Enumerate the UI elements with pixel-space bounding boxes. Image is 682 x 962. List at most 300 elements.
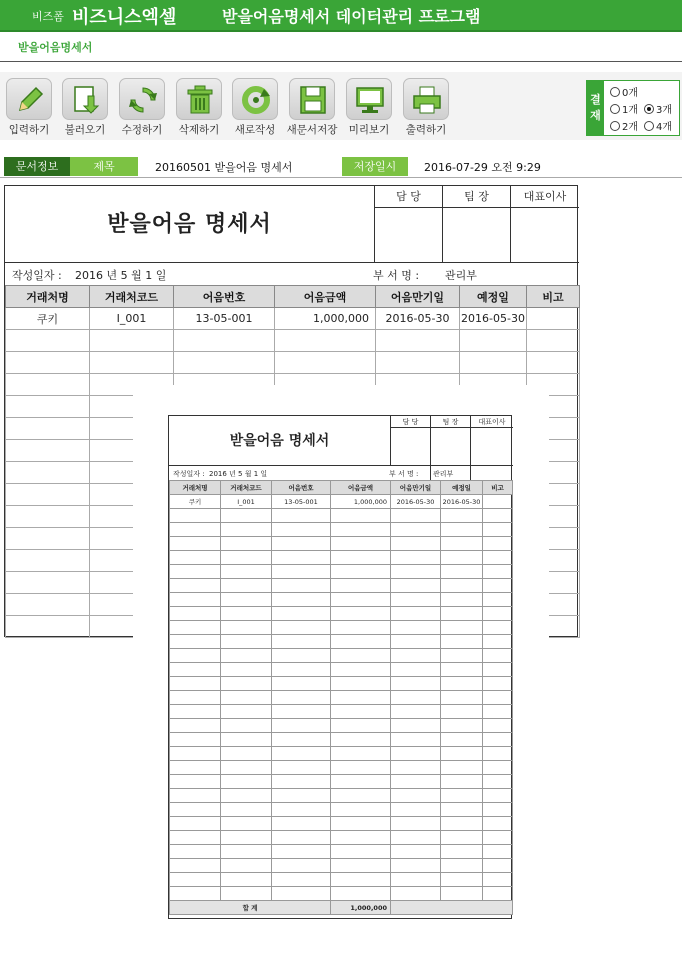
table-cell[interactable] — [272, 607, 331, 621]
table-cell[interactable]: 쿠키 — [170, 495, 221, 509]
table-cell[interactable] — [6, 396, 90, 418]
table-cell[interactable] — [221, 677, 272, 691]
date-value[interactable]: 2016 년 5 월 1 일 — [75, 269, 167, 282]
table-cell[interactable] — [221, 803, 272, 817]
table-cell[interactable] — [170, 621, 221, 635]
table-cell[interactable] — [170, 719, 221, 733]
total-value: 1,000,000 — [331, 901, 391, 915]
table-cell[interactable] — [483, 635, 513, 649]
table-row[interactable] — [170, 663, 513, 677]
table-cell[interactable] — [331, 691, 391, 705]
table-cell[interactable] — [483, 817, 513, 831]
approval-option-2[interactable] — [610, 118, 638, 133]
approval-option-0[interactable] — [610, 84, 638, 99]
table-cell[interactable] — [170, 607, 221, 621]
table-cell[interactable] — [391, 551, 441, 565]
load-button[interactable] — [56, 78, 114, 137]
table-cell[interactable] — [221, 509, 272, 523]
table-row[interactable] — [170, 495, 513, 509]
table-cell[interactable] — [483, 775, 513, 789]
table-cell[interactable] — [331, 663, 391, 677]
table-row[interactable] — [170, 775, 513, 789]
table-cell[interactable] — [221, 607, 272, 621]
table-cell[interactable] — [441, 579, 483, 593]
table-cell[interactable] — [331, 635, 391, 649]
table-cell[interactable] — [272, 789, 331, 803]
table-cell[interactable] — [483, 845, 513, 859]
delete-button[interactable] — [170, 78, 228, 137]
table-cell[interactable] — [331, 817, 391, 831]
table-cell[interactable] — [483, 803, 513, 817]
table-row[interactable] — [170, 537, 513, 551]
table-cell[interactable] — [441, 887, 483, 901]
table-cell[interactable]: I_001 — [90, 308, 174, 330]
table-row[interactable] — [170, 817, 513, 831]
table-cell[interactable]: 2016-05-30 — [441, 495, 483, 509]
table-cell[interactable] — [272, 873, 331, 887]
table-cell[interactable]: 13-05-001 — [272, 495, 331, 509]
table-cell[interactable] — [483, 663, 513, 677]
table-cell[interactable] — [441, 649, 483, 663]
table-cell[interactable] — [272, 537, 331, 551]
radio-icon — [610, 121, 620, 131]
table-cell[interactable] — [441, 565, 483, 579]
table-cell[interactable] — [441, 761, 483, 775]
table-cell[interactable] — [6, 484, 90, 506]
table-cell[interactable] — [483, 859, 513, 873]
table-cell[interactable] — [221, 845, 272, 859]
table-cell[interactable] — [221, 733, 272, 747]
table-cell[interactable] — [331, 887, 391, 901]
table-cell[interactable] — [483, 719, 513, 733]
table-cell[interactable] — [170, 705, 221, 719]
table-cell[interactable] — [483, 495, 513, 509]
table-cell[interactable] — [441, 509, 483, 523]
table-cell[interactable] — [221, 593, 272, 607]
table-cell[interactable] — [441, 817, 483, 831]
table-cell[interactable] — [90, 352, 174, 374]
table-cell[interactable] — [272, 523, 331, 537]
table-cell[interactable] — [483, 691, 513, 705]
table-cell[interactable] — [170, 593, 221, 607]
table-cell[interactable] — [441, 719, 483, 733]
table-row[interactable] — [170, 523, 513, 537]
table-cell[interactable] — [483, 579, 513, 593]
table-cell[interactable] — [331, 775, 391, 789]
table-cell[interactable] — [331, 579, 391, 593]
table-cell[interactable] — [221, 831, 272, 845]
table-cell[interactable]: 1,000,000 — [331, 495, 391, 509]
table-cell[interactable] — [483, 677, 513, 691]
table-cell[interactable] — [6, 374, 90, 396]
table-cell[interactable] — [391, 747, 441, 761]
table-header-row — [6, 286, 580, 308]
table-cell[interactable] — [170, 803, 221, 817]
table-cell[interactable] — [391, 859, 441, 873]
table-cell[interactable] — [331, 803, 391, 817]
table-cell[interactable] — [272, 565, 331, 579]
table-cell[interactable] — [441, 845, 483, 859]
table-cell[interactable] — [441, 803, 483, 817]
table-cell[interactable] — [441, 621, 483, 635]
table-cell[interactable] — [483, 649, 513, 663]
table-cell[interactable] — [331, 705, 391, 719]
table-cell[interactable] — [6, 506, 90, 528]
table-cell[interactable] — [170, 733, 221, 747]
table-cell[interactable] — [272, 691, 331, 705]
table-cell[interactable] — [483, 747, 513, 761]
table-cell[interactable] — [376, 330, 460, 352]
table-cell[interactable] — [483, 509, 513, 523]
table-cell[interactable] — [441, 635, 483, 649]
table-cell[interactable]: 1,000,000 — [275, 308, 376, 330]
table-row[interactable] — [170, 649, 513, 663]
table-cell[interactable] — [441, 551, 483, 565]
table-cell[interactable] — [170, 761, 221, 775]
table-cell[interactable] — [6, 330, 90, 352]
table-cell[interactable] — [6, 418, 90, 440]
table-cell[interactable] — [6, 352, 90, 374]
table-cell[interactable] — [331, 565, 391, 579]
table-cell[interactable] — [170, 663, 221, 677]
table-cell[interactable] — [391, 523, 441, 537]
table-cell[interactable] — [6, 550, 90, 572]
table-cell[interactable] — [170, 831, 221, 845]
pencil-icon — [6, 78, 52, 120]
table-cell[interactable]: I_001 — [221, 495, 272, 509]
table-cell[interactable] — [391, 565, 441, 579]
table-cell[interactable] — [483, 537, 513, 551]
table-cell[interactable] — [483, 733, 513, 747]
table-cell[interactable] — [483, 607, 513, 621]
table-cell[interactable] — [441, 691, 483, 705]
table-cell[interactable] — [170, 551, 221, 565]
table-cell[interactable] — [391, 831, 441, 845]
table-cell[interactable] — [6, 594, 90, 616]
table-cell[interactable] — [221, 789, 272, 803]
input-button[interactable] — [0, 78, 58, 137]
table-cell[interactable]: 13-05-001 — [174, 308, 275, 330]
table-cell[interactable] — [441, 677, 483, 691]
table-cell[interactable] — [221, 565, 272, 579]
table-cell[interactable] — [272, 677, 331, 691]
table-cell[interactable] — [391, 789, 441, 803]
table-cell[interactable] — [221, 873, 272, 887]
table-cell[interactable] — [272, 635, 331, 649]
table-cell[interactable] — [331, 831, 391, 845]
table-cell[interactable] — [391, 607, 441, 621]
signer-box — [511, 186, 579, 263]
table-cell[interactable] — [272, 719, 331, 733]
table-cell[interactable] — [391, 817, 441, 831]
table-cell[interactable] — [170, 859, 221, 873]
table-cell[interactable] — [170, 537, 221, 551]
table-cell[interactable] — [6, 462, 90, 484]
table-cell[interactable] — [221, 761, 272, 775]
dept-value[interactable]: 관리부 — [445, 269, 477, 282]
table-cell[interactable] — [221, 859, 272, 873]
table-cell[interactable] — [170, 509, 221, 523]
table-cell[interactable] — [441, 607, 483, 621]
table-row[interactable] — [6, 308, 580, 330]
table-cell[interactable] — [441, 789, 483, 803]
table-cell[interactable] — [441, 831, 483, 845]
table-cell[interactable] — [272, 747, 331, 761]
table-cell[interactable] — [483, 593, 513, 607]
title-value[interactable]: 20160501 받을어음 명세서 — [155, 161, 293, 174]
table-cell[interactable] — [221, 747, 272, 761]
table-cell[interactable] — [391, 733, 441, 747]
table-cell[interactable] — [527, 330, 580, 352]
table-cell[interactable] — [391, 761, 441, 775]
table-cell[interactable] — [376, 352, 460, 374]
table-cell[interactable] — [527, 308, 580, 330]
approval-option-label: 2개 — [622, 122, 639, 133]
table-cell[interactable] — [170, 873, 221, 887]
table-cell[interactable] — [441, 775, 483, 789]
table-cell[interactable] — [174, 330, 275, 352]
table-cell[interactable] — [483, 551, 513, 565]
table-cell[interactable] — [272, 579, 331, 593]
table-cell[interactable] — [391, 677, 441, 691]
app-title: 받을어음명세서 데이터관리 프로그램 — [222, 7, 481, 26]
table-row[interactable] — [170, 565, 513, 579]
table-cell[interactable] — [331, 649, 391, 663]
table-cell[interactable] — [221, 817, 272, 831]
table-cell[interactable] — [174, 352, 275, 374]
table-row[interactable] — [170, 831, 513, 845]
table-cell[interactable] — [331, 677, 391, 691]
table-row[interactable] — [170, 607, 513, 621]
table-cell[interactable] — [221, 691, 272, 705]
table-cell[interactable] — [441, 873, 483, 887]
table-cell[interactable] — [391, 663, 441, 677]
table-row[interactable] — [170, 803, 513, 817]
table-cell[interactable] — [391, 691, 441, 705]
table-cell[interactable] — [221, 635, 272, 649]
table-cell[interactable] — [527, 352, 580, 374]
table-row[interactable] — [170, 509, 513, 523]
table-cell[interactable] — [441, 705, 483, 719]
table-cell[interactable] — [391, 803, 441, 817]
approval-option-4[interactable] — [644, 118, 672, 133]
table-cell[interactable] — [460, 330, 527, 352]
table-cell[interactable] — [221, 523, 272, 537]
table-cell[interactable] — [391, 621, 441, 635]
table-cell[interactable] — [170, 775, 221, 789]
table-cell[interactable] — [441, 523, 483, 537]
table-cell[interactable] — [391, 537, 441, 551]
table-cell[interactable] — [331, 845, 391, 859]
table-cell[interactable] — [331, 537, 391, 551]
table-cell[interactable] — [391, 649, 441, 663]
table-cell[interactable] — [391, 509, 441, 523]
table-cell[interactable] — [331, 733, 391, 747]
table-cell[interactable] — [272, 817, 331, 831]
table-cell[interactable] — [272, 859, 331, 873]
divider — [0, 61, 682, 62]
save-new-button[interactable] — [283, 78, 341, 137]
table-cell[interactable] — [170, 747, 221, 761]
table-cell[interactable] — [221, 705, 272, 719]
table-cell[interactable] — [460, 352, 527, 374]
signer-box — [443, 186, 511, 263]
table-cell[interactable] — [441, 859, 483, 873]
table-cell[interactable] — [170, 649, 221, 663]
table-cell[interactable] — [441, 537, 483, 551]
table-cell[interactable] — [221, 719, 272, 733]
table-cell[interactable] — [272, 733, 331, 747]
table-row[interactable] — [170, 621, 513, 635]
table-cell[interactable] — [272, 621, 331, 635]
table-cell[interactable] — [272, 887, 331, 901]
table-cell[interactable] — [483, 523, 513, 537]
table-cell[interactable] — [275, 330, 376, 352]
table-cell[interactable] — [6, 528, 90, 550]
edit-button[interactable] — [113, 78, 171, 137]
table-cell[interactable] — [170, 523, 221, 537]
table-row[interactable] — [6, 352, 580, 374]
table-cell[interactable] — [221, 649, 272, 663]
table-cell[interactable]: 쿠키 — [6, 308, 90, 330]
table-cell[interactable] — [170, 635, 221, 649]
table-cell[interactable] — [391, 593, 441, 607]
preview-header-row — [170, 481, 513, 495]
table-cell[interactable] — [331, 607, 391, 621]
approval-option-3[interactable] — [644, 101, 672, 116]
table-cell[interactable] — [331, 593, 391, 607]
table-row[interactable] — [170, 789, 513, 803]
print-label: 출력하기 — [405, 124, 447, 136]
table-cell[interactable] — [331, 873, 391, 887]
table-row[interactable] — [170, 635, 513, 649]
table-row[interactable] — [170, 719, 513, 733]
table-cell[interactable] — [221, 621, 272, 635]
table-cell[interactable] — [391, 887, 441, 901]
table-cell[interactable] — [221, 537, 272, 551]
table-row[interactable] — [170, 887, 513, 901]
table-cell[interactable] — [272, 509, 331, 523]
table-cell[interactable]: 2016-05-30 — [460, 308, 527, 330]
table-row[interactable] — [170, 691, 513, 705]
table-cell[interactable] — [391, 579, 441, 593]
table-cell[interactable] — [483, 705, 513, 719]
table-cell[interactable] — [331, 859, 391, 873]
table-row[interactable] — [170, 579, 513, 593]
table-cell[interactable] — [170, 677, 221, 691]
table-cell[interactable] — [170, 887, 221, 901]
new-document-button[interactable] — [226, 78, 284, 137]
table-cell[interactable] — [272, 593, 331, 607]
table-cell[interactable] — [170, 565, 221, 579]
table-cell[interactable] — [483, 621, 513, 635]
table-cell[interactable] — [272, 775, 331, 789]
table-cell[interactable]: 2016-05-30 — [391, 495, 441, 509]
table-cell[interactable] — [483, 831, 513, 845]
table-cell[interactable] — [331, 621, 391, 635]
table-row[interactable] — [170, 747, 513, 761]
table-cell[interactable] — [272, 705, 331, 719]
table-cell[interactable] — [483, 565, 513, 579]
table-row[interactable] — [170, 845, 513, 859]
table-cell[interactable] — [483, 761, 513, 775]
table-cell[interactable] — [221, 579, 272, 593]
table-row[interactable] — [170, 733, 513, 747]
table-cell[interactable] — [272, 551, 331, 565]
table-cell[interactable] — [483, 789, 513, 803]
table-cell[interactable] — [441, 733, 483, 747]
table-cell[interactable] — [170, 691, 221, 705]
table-cell[interactable] — [441, 747, 483, 761]
total-label: 합 계 — [170, 901, 331, 915]
table-cell[interactable] — [6, 616, 90, 638]
table-cell[interactable] — [331, 789, 391, 803]
approval-option-1[interactable] — [610, 101, 638, 116]
table-cell[interactable] — [6, 572, 90, 594]
table-cell[interactable] — [483, 873, 513, 887]
table-row[interactable] — [6, 330, 580, 352]
table-row[interactable] — [170, 551, 513, 565]
table-cell[interactable] — [272, 663, 331, 677]
preview-dept-label: 부 서 명 : — [389, 470, 419, 478]
table-cell[interactable] — [6, 440, 90, 462]
table-row[interactable] — [170, 593, 513, 607]
table-row[interactable] — [170, 859, 513, 873]
table-cell[interactable] — [391, 705, 441, 719]
table-cell[interactable] — [391, 635, 441, 649]
table-cell[interactable] — [331, 551, 391, 565]
preview-button[interactable] — [340, 78, 398, 137]
table-cell[interactable] — [272, 761, 331, 775]
table-cell[interactable] — [170, 789, 221, 803]
table-cell[interactable] — [170, 579, 221, 593]
table-cell[interactable] — [483, 887, 513, 901]
table-cell[interactable] — [331, 747, 391, 761]
table-cell[interactable] — [441, 593, 483, 607]
table-cell[interactable] — [272, 845, 331, 859]
table-cell[interactable] — [391, 845, 441, 859]
preview-column-header: 거래처명 — [170, 481, 221, 495]
table-cell[interactable] — [221, 663, 272, 677]
table-cell[interactable]: 2016-05-30 — [376, 308, 460, 330]
table-cell[interactable] — [272, 831, 331, 845]
table-cell[interactable] — [331, 509, 391, 523]
table-cell[interactable] — [331, 523, 391, 537]
table-row[interactable] — [170, 873, 513, 887]
table-cell[interactable] — [331, 719, 391, 733]
table-cell[interactable] — [272, 803, 331, 817]
radio-icon — [610, 104, 620, 114]
table-cell[interactable] — [391, 719, 441, 733]
table-cell[interactable] — [272, 649, 331, 663]
table-row[interactable] — [170, 761, 513, 775]
table-cell[interactable] — [90, 330, 174, 352]
table-cell[interactable] — [391, 775, 441, 789]
table-cell[interactable] — [221, 887, 272, 901]
table-cell[interactable] — [170, 845, 221, 859]
print-button[interactable] — [397, 78, 455, 137]
table-cell[interactable] — [441, 663, 483, 677]
table-cell[interactable] — [275, 352, 376, 374]
table-cell[interactable] — [170, 817, 221, 831]
table-cell[interactable] — [391, 873, 441, 887]
table-row[interactable] — [170, 677, 513, 691]
table-row[interactable] — [170, 705, 513, 719]
table-cell[interactable] — [331, 761, 391, 775]
table-cell[interactable] — [221, 551, 272, 565]
table-cell[interactable] — [221, 775, 272, 789]
delete-label: 삭제하기 — [178, 124, 220, 136]
